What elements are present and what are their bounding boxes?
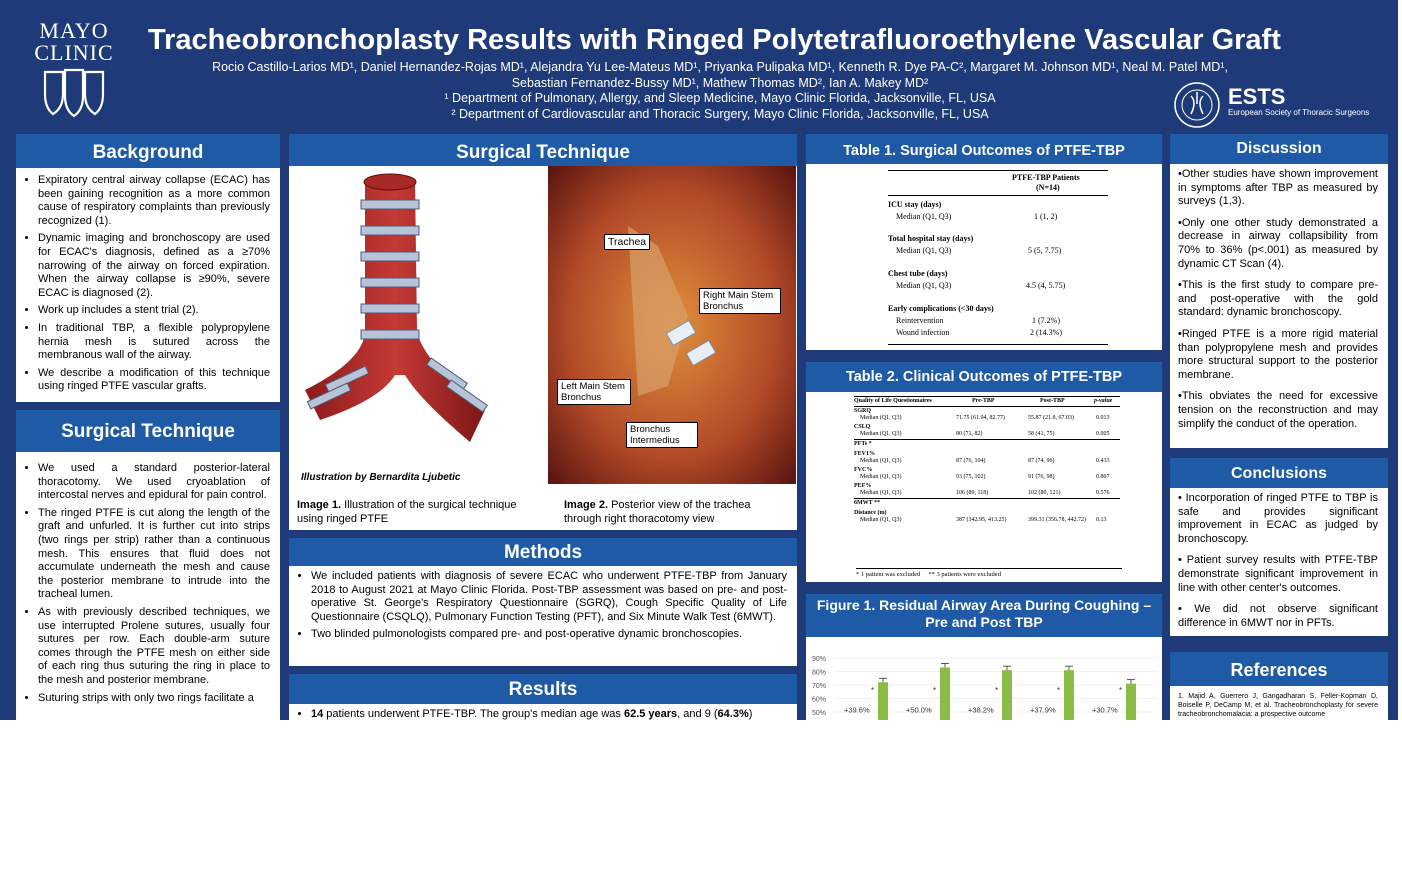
table2-cell: 102 (80, 121) [1028,490,1061,496]
percent-change-label: +39.6% [844,705,870,715]
significance-star: * [1057,686,1061,696]
table2-row [854,423,1120,440]
list-item: • As with previously described techniques, we use interrupted Prolene sutures, usually four sutures per row. Each double-arm suture comes through the PTFE mesh on either side of each ring thus suturing the ring in place to the mesh and posterior membrane. [38,606,270,688]
figure1-chart [806,640,1162,720]
discussion-list [1170,164,1388,431]
discussion-panel [1170,134,1388,448]
logo-line2: CLINIC [34,40,114,65]
table1-row-sub: Wound infection [896,328,950,337]
conclusions-heading: Conclusions [1170,458,1388,488]
table1-panel [806,134,1162,350]
reference-text: 1. Majid A, Guerrero J, Gangadharan S, Feller-Kopman D, Boiselle P, DeCamp M, et al. Tracheobronchoplasty for severe tracheobronchomalacia: a prospective outcome [1178,693,1378,718]
list-item [1178,279,1378,320]
list-item [311,708,787,720]
methods-heading: Methods [289,538,797,566]
affiliation-2: ² Department of Cardiovascular and Thoracic Surgery, Mayo Clinic Florida, Jacksonville, FL, USA [451,106,989,121]
methods-panel [289,538,797,666]
post-tbp-bar [940,667,950,720]
table2-cell: 87 (74, 96) [1028,458,1055,464]
table1-col-header1: PTFE-TBP Patients [1012,173,1080,182]
list-item [1178,603,1378,630]
table1-row [888,300,1108,345]
table2-cell: CSLQ [854,424,871,430]
table2 [854,396,1120,578]
table2-cell: Median (Q1, Q3) [860,431,902,437]
table2-heading: Table 2. Clinical Outcomes of PTFE-TBP [806,362,1162,392]
table2-row [854,482,1120,499]
post-tbp-bar [1126,684,1136,720]
image1-caption [297,498,537,526]
ests-logo [1172,80,1370,135]
post-tbp-bar [1002,670,1012,720]
table2-cell: 6MWT ** [854,500,881,506]
table1-row-label: Total hospital stay (days) [888,234,974,243]
surgical-technique-figures-heading: Surgical Technique [289,134,797,166]
photo-label-trachea: Trachea [604,234,650,250]
table1-row-value: 2 (14.3%) [1030,328,1062,337]
list-item [1178,328,1378,382]
results-panel [289,674,797,720]
surgical-technique-text-panel [16,410,280,720]
table2-cell: 106 (89, 118) [956,490,989,496]
list-item: • We used a standard posterior-lateral thoracotomy. We used cryoablation of intercostal nerves and epidural for pain control. [38,462,270,503]
list-item: • Work up includes a stent trial (2). [38,304,270,318]
results-patient-count: 14 [311,708,324,720]
table2-cell: 91 (76, 98) [1028,474,1055,480]
table2-header-row [854,396,1120,407]
table1-row-sub: Median (Q1, Q3) [896,281,952,290]
bullet-glyph: • [1178,327,1182,340]
conclusions-text: Patient survey results with PTFE-TBP demonstrate significant improvement in line with other center's outcomes. [1178,554,1378,594]
table2-row [854,450,1120,466]
bullet-glyph: • [1178,168,1182,180]
table2-cell: 58 (41, 75) [1028,431,1055,437]
significance-star: * [995,686,999,696]
figure1-panel [806,594,1162,720]
surgical-technique-figures-panel [289,134,797,530]
ests-seal-icon [1172,80,1222,130]
photo-label-right-main-stem: Right Main Stem Bronchus [699,288,781,314]
background-heading: Background [16,134,280,168]
table2-footnote: * 1 patient was excluded ** 3 patients were excluded [856,568,1122,578]
table2-header: Pre-TBP [972,398,995,404]
image2-label: Image 2. [564,499,609,511]
table2-cell: PFTs * [854,441,872,447]
table1-heading: Table 1. Surgical Outcomes of PTFE-TBP [806,134,1162,164]
results-text: patients underwent PTFE-TBP. The group's median age was [323,708,624,720]
background-list [16,168,280,394]
bullet-glyph: • [1178,603,1195,616]
table2-cell: 0.13 [1096,517,1107,523]
results-percent: 64.3% [717,708,749,720]
discussion-text: Only one other study demonstrated a decrease in airway collapsibility from 70% to 36% (p<.001) as measured by dynamic CT Scan (4). [1178,216,1378,270]
discussion-text: This obviates the need for excessive tension on the reconstruction and may simplify the conduct of the operation. [1178,390,1378,430]
results-median-age: 62.5 years [623,708,678,720]
bullet-glyph: • [1178,216,1182,229]
table1-row [888,230,1108,265]
bullet-glyph: • [1178,390,1182,403]
table2-cell: Median (Q1, Q3) [860,490,902,496]
conclusions-list [1170,488,1388,630]
image2-caption [564,498,789,526]
bullet-glyph: • [1178,279,1182,292]
percent-change-label: +38.2% [968,705,994,715]
table2-cell: Median (Q1, Q3) [860,415,902,421]
discussion-text: This is the first study to compare pre- and post-operative with the gold standard: dynamic bronchoscopy. [1178,279,1378,319]
authors-line2: Sebastian Fernandez-Bussy MD¹, Mathew Thomas MD², Ian A. Makey MD² [511,75,929,90]
table2-cell: 399.31 (356.78, 442.72) [1028,517,1086,523]
table2-row [854,407,1120,423]
y-tick-label: 90% [812,656,827,663]
poster-header [0,0,1398,128]
background-panel [16,134,280,402]
table1-row-value: 1 (1, 2) [1034,212,1058,221]
surgical-technique-heading: Surgical Technique [16,410,280,452]
results-list [289,704,797,720]
image2-caption-text: Posterior view of the trachea through right thoracotomy view [564,499,751,525]
table1-row-label: ICU stay (days) [888,200,942,209]
table2-cell: 0.433 [1096,458,1110,464]
image1-label: Image 1. [297,499,342,511]
table2-cell: FEV1% [854,451,875,457]
discussion-text: Ringed PTFE is a more rigid material than polypropylene mesh and provides more structural support to the posterior membrane. [1178,327,1378,381]
table2-row [854,499,1120,509]
table2-cell: 0.576 [1096,490,1110,496]
list-item [1178,217,1378,271]
results-heading: Results [289,674,797,704]
table2-cell: 87 (76, 104) [956,458,986,464]
y-tick-label: 70% [812,683,827,690]
discussion-heading: Discussion [1170,134,1388,164]
percent-change-label: +37.9% [1030,705,1056,715]
table1-row-value: 5 (5, 7.75) [1028,246,1062,255]
y-tick-label: 60% [812,696,827,704]
bullet-glyph: • [1178,554,1187,567]
affiliation-1: ¹ Department of Pulmonary, Allergy, and Sleep Medicine, Mayo Clinic Florida, Jacksonville, FL, USA [444,91,996,105]
list-item: • The ringed PTFE is cut along the length of the graft and unfurled. It is further cut into strips (two rings per strip) rather than a continuous mesh. This ensures that fluid does not accumulate underneath the mesh and cause the posterior membrane to intrude into the tracheal lumen. [38,507,270,602]
references-panel [1170,652,1388,720]
significance-star: * [1119,686,1123,696]
table2-cell: PEF% [854,483,872,489]
table2-row [854,466,1120,482]
table2-cell: Median (Q1, Q3) [860,474,902,480]
references-heading: References [1170,652,1388,686]
table2-cell: 93 (75, 102) [956,474,986,480]
list-item [1178,168,1378,209]
list-item [1178,390,1378,431]
table2-panel [806,362,1162,582]
list-item [1178,554,1378,595]
table1-row-sub: Median (Q1, Q3) [896,212,952,221]
mayo-shields-icon [41,68,107,118]
table2-body [854,407,1120,531]
percent-change-label: +30.7% [1092,705,1118,715]
post-tbp-bar [1064,670,1074,720]
table2-cell: 80 (71, 82) [956,431,983,437]
methods-list [289,566,797,642]
y-tick-label: 50% [812,710,827,717]
table1-row-value: 4.5 (4, 5.75) [1026,281,1066,290]
surgical-technique-list [16,452,280,705]
table2-cell: 55.87 (21.8, 67.03) [1028,415,1074,421]
discussion-text: Other studies have shown improvement in symptoms after TBP as measured by surveys (1,3). [1178,168,1378,208]
ests-subtitle: European Society of Thoracic Surgeons [1228,108,1370,117]
list-item: • Suturing strips with only two rings facilitate a [38,692,270,706]
bullet-glyph: • [1178,492,1186,504]
table1-row [888,196,1108,230]
table1-row [888,265,1108,300]
list-item: • Dynamic imaging and bronchoscopy are used for ECAC's diagnosis, defined as a ≥70% narrowing of the airway on forced expiration. When the airway collapse is ≥90%, severe ECAC is diagnosed (2). [38,232,270,300]
table1-row-sub: Median (Q1, Q3) [896,246,952,255]
table1-col-header2: (N=14) [1036,183,1060,192]
table2-cell: Median (Q1, Q3) [860,517,902,523]
conclusions-text: Incorporation of ringed PTFE to TBP is safe and provides significant improvement in ECAC as judged by bronchoscopy. [1178,492,1378,545]
table1-row-sub: Reintervention [896,316,944,325]
list-item: • Expiratory central airway collapse (ECAC) has been gaining recognition as a more common cause of respiratory complaints than previously recognized (1). [38,174,270,228]
logo-line1: MAYO [39,18,109,43]
mayo-clinic-logo [22,20,126,123]
photo-label-bronchus-intermedius: Bronchus Intermedius [626,422,698,448]
table1-row-value: 1 (7.2%) [1032,316,1060,325]
table2-cell: 71.75 (61.94, 82.77) [956,415,1005,421]
table2-cell: 0.807 [1096,474,1110,480]
authors-line1: Rocio Castillo-Larios MD¹, Daniel Hernandez-Rojas MD¹, Alejandra Yu Lee-Mateus MD¹, Priyanka Pulipaka MD¹, Kenneth R. Dye PA-C², Margaret M. Johnson MD¹, Neal M. Patel MD¹, [212,60,1228,74]
ests-name: ESTS [1228,84,1286,109]
results-text: ) [748,708,753,720]
results-text: , and 9 ( [677,708,718,720]
list-item: • We describe a modification of this technique using ringed PTFE vascular grafts. [38,367,270,394]
list-item: • We included patients with diagnosis of severe ECAC who underwent PTFE-TBP from January 2018 to August 2021 at Mayo Clinic Florida. Post-TBP assessment was based on pre- and post-operative St. George's Respiratory Questionnaire (SGRQ), Cough Specific Quality of Life Questionnaire (CSQLQ), Pulmonary Function Testing (PFT), and Six Minute Walk Test (6MWT). [311,570,787,624]
table1 [888,170,1108,345]
table2-cell: Median (Q1, Q3) [860,458,902,464]
trachea-illustration [295,170,545,470]
table1-row-label: Early complications (<30 days) [888,304,994,313]
table2-cell: FVC% [854,467,873,473]
table2-row [854,509,1120,531]
illustration-credit: Illustration by Bernardita Ljubetic [301,472,461,483]
table2-header: Post-TBP [1040,398,1065,404]
percent-change-label: +50.0% [906,705,932,715]
table2-header: p-value [1094,398,1113,404]
conclusions-text: We did not observe significant difference in 6MWT nor in PFTs. [1178,603,1378,629]
table2-row [854,440,1120,450]
significance-star: * [871,686,875,696]
image1-caption-text: Illustration of the surgical technique using ringed PTFE [297,499,517,525]
table2-cell: 0.013 [1096,415,1110,421]
table2-cell: SGRQ [854,408,872,414]
table1-row-label: Chest tube (days) [888,269,948,278]
table2-header: Quality of Life Questionnaires [854,398,932,404]
photo-label-left-main-stem: Left Main Stem Bronchus [557,379,631,405]
table2-cell: 0.005 [1096,431,1110,437]
post-tbp-bar [878,682,888,720]
conclusions-panel [1170,458,1388,636]
list-item: • In traditional TBP, a flexible polypropylene hernia mesh is sutured across the membranous wall of the airway. [38,322,270,363]
figure1-heading: Figure 1. Residual Airway Area During Coughing – Pre and Post TBP [806,594,1162,637]
y-tick-label: 80% [812,669,827,677]
table2-cell: 387 (342.95, 413.25) [956,517,1007,523]
list-item [1178,492,1378,546]
significance-star: * [933,686,937,696]
poster-title: Tracheobronchoplasty Results with Ringed Polytetrafluoroethylene Vascular Graft [148,24,1281,56]
author-block [150,60,1290,122]
list-item: • Two blinded pulmonologists compared pre- and post-operative dynamic bronchoscopies. [311,628,787,642]
table2-cell: Distance (m) [854,510,887,516]
